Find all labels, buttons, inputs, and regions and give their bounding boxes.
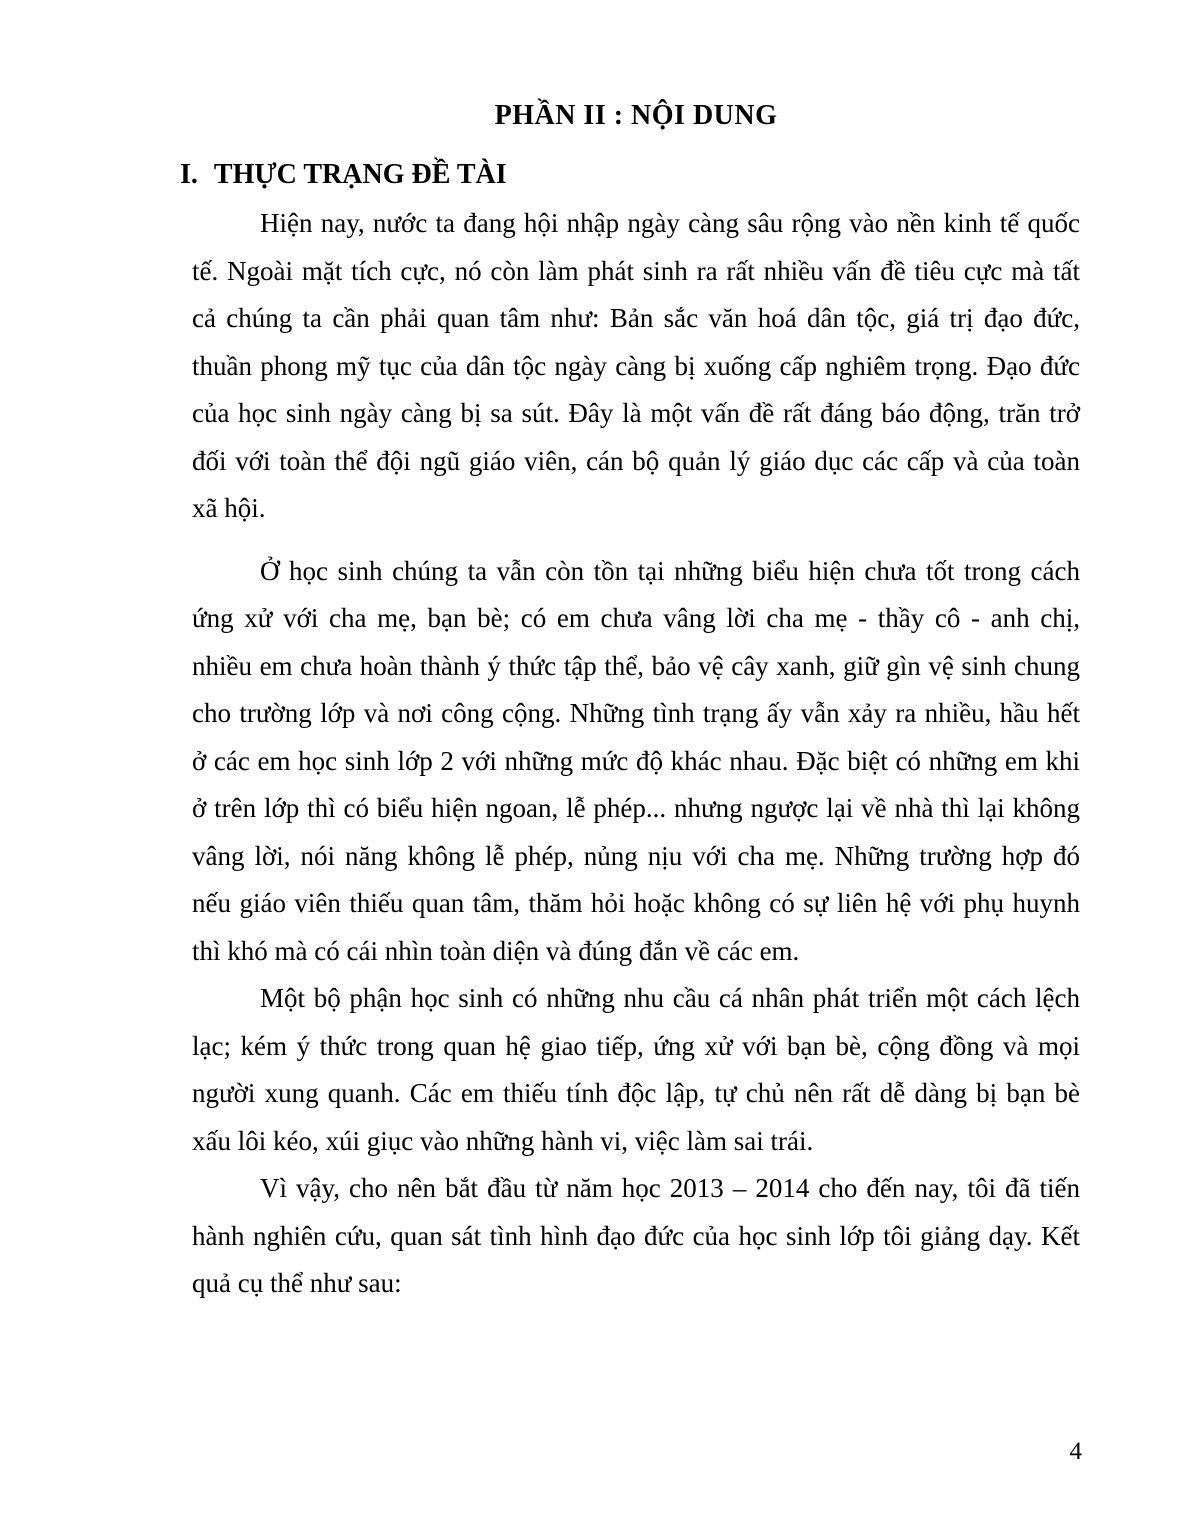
paragraph-line: lạc; kém ý thức trong quan hệ giao tiếp, ứng xử với bạn bè, cộng đồng và mọi [192, 1030, 1080, 1061]
paragraph [192, 975, 1080, 1165]
section-heading [180, 155, 1080, 195]
paragraph-line: cho trường lớp và nơi công cộng. Những tình trạng ấy vẫn xảy ra nhiều, hầu hết [192, 698, 1080, 728]
paragraph-line: Vì vậy, cho nên bắt đầu từ năm học 2013 – 2014 cho đến nay, tôi đã tiến [260, 1173, 1080, 1203]
paragraph-line: xã hội. [192, 493, 266, 523]
section-title: THỰC TRẠNG ĐỀ TÀI [213, 159, 507, 190]
paragraph-line: thì khó mà có cái nhìn toàn diện và đúng đắn về các em. [192, 935, 800, 966]
page-number: 4 [1069, 1438, 1082, 1465]
paragraph-line: ở các em học sinh lớp 2 với những mức độ khác nhau. Đặc biệt có những em khi [192, 745, 1080, 776]
paragraph-line: Một bộ phận học sinh có những nhu cầu cá nhân phát triển một cách lệch [260, 983, 1080, 1013]
paragraph-line: quả cụ thể như sau: [192, 1268, 402, 1298]
paragraph-line: Hiện nay, nước ta đang hội nhập ngày càng sâu rộng vào nền kinh tế quốc [260, 208, 1080, 238]
paragraph-line: vâng lời, nói năng không lễ phép, nủng nịu với cha mẹ. Những trường hợp đó [192, 840, 1080, 871]
paragraph-line: thuần phong mỹ tục của dân tộc ngày càng bị xuống cấp nghiêm trọng. Đạo đức [192, 350, 1080, 381]
paragraph [192, 200, 1080, 533]
paragraph-line: cả chúng ta cần phải quan tâm như: Bản sắc văn hoá dân tộc, giá trị đạo đức, [192, 303, 1080, 333]
paragraph [192, 548, 1080, 976]
paragraph-line: hành nghiên cứu, quan sát tình hình đạo đức của học sinh lớp tôi giảng dạy. Kết [192, 1220, 1080, 1251]
paragraph-line: nhiều em chưa hoàn thành ý thức tập thể, bảo vệ cây xanh, giữ gìn vệ sinh chung [192, 650, 1080, 681]
paragraph-line: người xung quanh. Các em thiếu tính độc lập, tự chủ nên rất dễ dàng bị bạn bè [192, 1078, 1080, 1108]
paragraph-line: ở trên lớp thì có biểu hiện ngoan, lễ phép... nhưng ngược lại về nhà thì lại không [192, 793, 1080, 823]
paragraph [192, 1165, 1080, 1308]
paragraph-line: ứng xử với cha mẹ, bạn bè; có em chưa vâng lời cha mẹ - thầy cô - anh chị, [192, 603, 1080, 633]
paragraph-line: đối với toàn thể đội ngũ giáo viên, cán bộ quản lý giáo dục các cấp và của toàn [192, 445, 1080, 476]
paragraph-line: xấu lôi kéo, xúi giục vào những hành vi, việc làm sai trái. [192, 1125, 814, 1156]
section-number: I. [180, 159, 198, 190]
paragraph-line: của học sinh ngày càng bị sa sút. Đây là một vấn đề rất đáng báo động, trăn trở [192, 398, 1080, 428]
paragraph-line: Ở học sinh chúng ta vẫn còn tồn tại những biểu hiện chưa tốt trong cách [260, 555, 1080, 586]
page-title: PHẦN II : NỘI DUNG [494, 100, 778, 131]
paragraph-line: nếu giáo viên thiếu quan tâm, thăm hỏi hoặc không có sự liên hệ với phụ huynh [192, 888, 1080, 918]
paragraph-line: tế. Ngoài mặt tích cực, nó còn làm phát sinh ra rất nhiều vấn đề tiêu cực mà tất [192, 255, 1080, 286]
